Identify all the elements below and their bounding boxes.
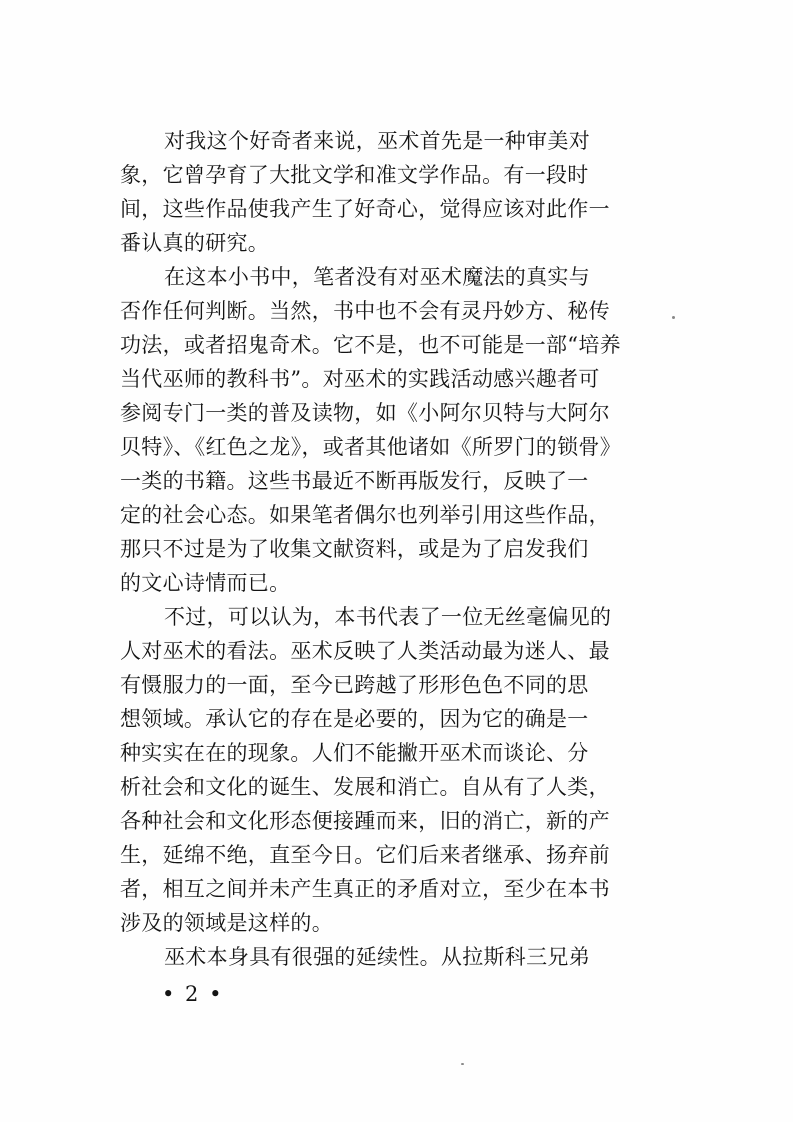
paragraph-line: 番认真的研究。 <box>120 231 270 255</box>
paragraph-line: 那只不过是为了收集文献资料，或是为了启发我们 <box>120 537 589 561</box>
paragraph-line: 在这本小书中，笔者没有对巫术魔法的真实与 <box>164 265 590 289</box>
paragraph-line: 一类的书籍。这些书最近不断再版发行，反映了一 <box>120 469 589 493</box>
paragraph-line: 巫术本身具有很强的延续性。从拉斯科三兄弟 <box>164 945 590 969</box>
paragraph-line: 生，延绵不绝，直至今日。它们后来者继承、扬弃前 <box>120 843 610 867</box>
paragraph-line: 功法，或者招鬼奇术。它不是，也不可能是一部“培养 <box>120 333 621 357</box>
paragraph-line: 象，它曾孕育了大批文学和准文学作品。有一段时 <box>120 163 589 187</box>
paragraph-line: 对我这个好奇者来说，巫术首先是一种审美对 <box>164 129 590 153</box>
paragraph-line: 间，这些作品使我产生了好奇心，觉得应该对此作一 <box>120 197 610 221</box>
paragraph-line: 想领域。承认它的存在是必要的，因为它的确是一 <box>120 707 589 731</box>
page-number: • 2 • <box>162 982 224 1006</box>
scan-speck <box>461 1063 464 1065</box>
paragraph-line: 定的社会心态。如果笔者偶尔也列举引用这些作品， <box>120 503 610 527</box>
paragraph-line: 析社会和文化的诞生、发展和消亡。自从有了人类， <box>120 775 610 799</box>
paragraph-line: 种实实在在的现象。人们不能撇开巫术而谈论、分 <box>120 741 589 765</box>
paragraph-line: 参阅专门一类的普及读物，如《小阿尔贝特与大阿尔 <box>120 401 610 425</box>
scan-speck <box>672 316 675 319</box>
paragraph-line: 否作任何判断。当然，书中也不会有灵丹妙方、秘传 <box>120 299 610 323</box>
paragraph-line: 不过，可以认为，本书代表了一位无丝毫偏见的 <box>164 605 612 629</box>
paragraph-line: 当代巫师的教科书”。对巫术的实践活动感兴趣者可 <box>120 367 600 391</box>
paragraph-line: 者，相互之间并未产生真正的矛盾对立，至少在本书 <box>120 877 610 901</box>
paragraph-line: 涉及的领域是这样的。 <box>120 911 333 935</box>
paragraph-line: 人对巫术的看法。巫术反映了人类活动最为迷人、最 <box>120 639 610 663</box>
paragraph-line: 有慑服力的一面，至今已跨越了形形色色不同的思 <box>120 673 589 697</box>
paragraph-line: 各种社会和文化形态便接踵而来，旧的消亡，新的产 <box>120 809 610 833</box>
paragraph-line: 贝特》、《红色之龙》，或者其他诸如《所罗门的锁骨》 <box>120 435 621 459</box>
paragraph-line: 的文心诗情而已。 <box>120 571 291 595</box>
